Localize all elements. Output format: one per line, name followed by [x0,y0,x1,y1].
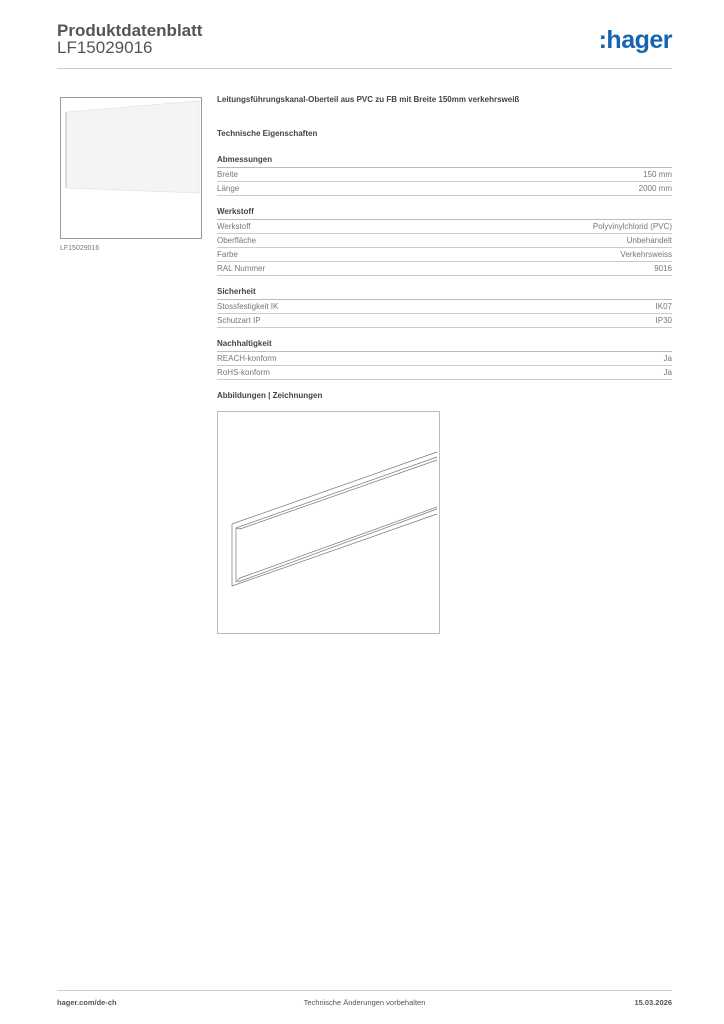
product-image [60,97,202,239]
property-label: Schutzart IP [217,316,261,325]
property-value: IP30 [655,316,672,325]
property-row [217,168,672,182]
property-label: REACH-konform [217,354,277,363]
header-divider [57,68,672,69]
product-image-label: LF15029016 [60,245,100,252]
property-group [217,287,672,328]
property-label: Oberfläche [217,236,257,245]
property-row [217,220,672,234]
property-label: RAL Nummer [217,264,266,273]
drawings-title: Abbildungen | Zeichnungen [217,391,323,400]
property-row [217,352,672,366]
property-row [217,262,672,276]
property-value: Unbehandelt [626,236,672,245]
property-value: Verkehrsweiss [620,250,672,259]
property-label: Farbe [217,250,238,259]
section-title: Technische Eigenschaften [217,129,318,138]
property-group [217,207,672,276]
technical-drawing [217,411,440,634]
group-title: Nachhaltigkeit [217,339,672,352]
property-value: Ja [663,368,672,377]
property-group [217,155,672,196]
hager-logo: :hager [598,26,672,54]
property-value: Ja [663,354,672,363]
property-row [217,234,672,248]
property-value: IK07 [655,302,672,311]
footer-date: 15.03.2026 [634,998,672,1007]
property-value: 9016 [654,264,672,273]
property-value: 2000 mm [638,184,672,193]
product-details [217,95,672,634]
product-description: Leitungsführungskanal-Oberteil aus PVC zu FB mit Breite 150mm verkehrsweiß [217,95,520,104]
property-row [217,182,672,196]
property-value: 150 mm [643,170,672,179]
property-label: Stossfestigkeit IK [217,302,279,311]
group-title: Werkstoff [217,207,672,220]
product-code: LF15029016 [57,38,153,57]
footer-divider [57,990,672,991]
footer-note: Technische Änderungen vorbehalten [303,998,426,1007]
group-title: Sicherheit [217,287,672,300]
property-value: Polyvinylchlorid (PVC) [592,222,672,231]
property-row [217,314,672,328]
page-title: Produktdatenblatt [57,21,203,40]
property-row [217,366,672,380]
property-row [217,248,672,262]
property-label: RoHS-konform [217,368,270,377]
property-row [217,300,672,314]
property-label: Länge [217,184,240,193]
group-title: Abmessungen [217,155,672,168]
property-label: Breite [217,170,238,179]
footer-url[interactable]: hager.com/de-ch [57,998,117,1007]
property-group [217,339,672,380]
property-label: Werkstoff [217,222,251,231]
